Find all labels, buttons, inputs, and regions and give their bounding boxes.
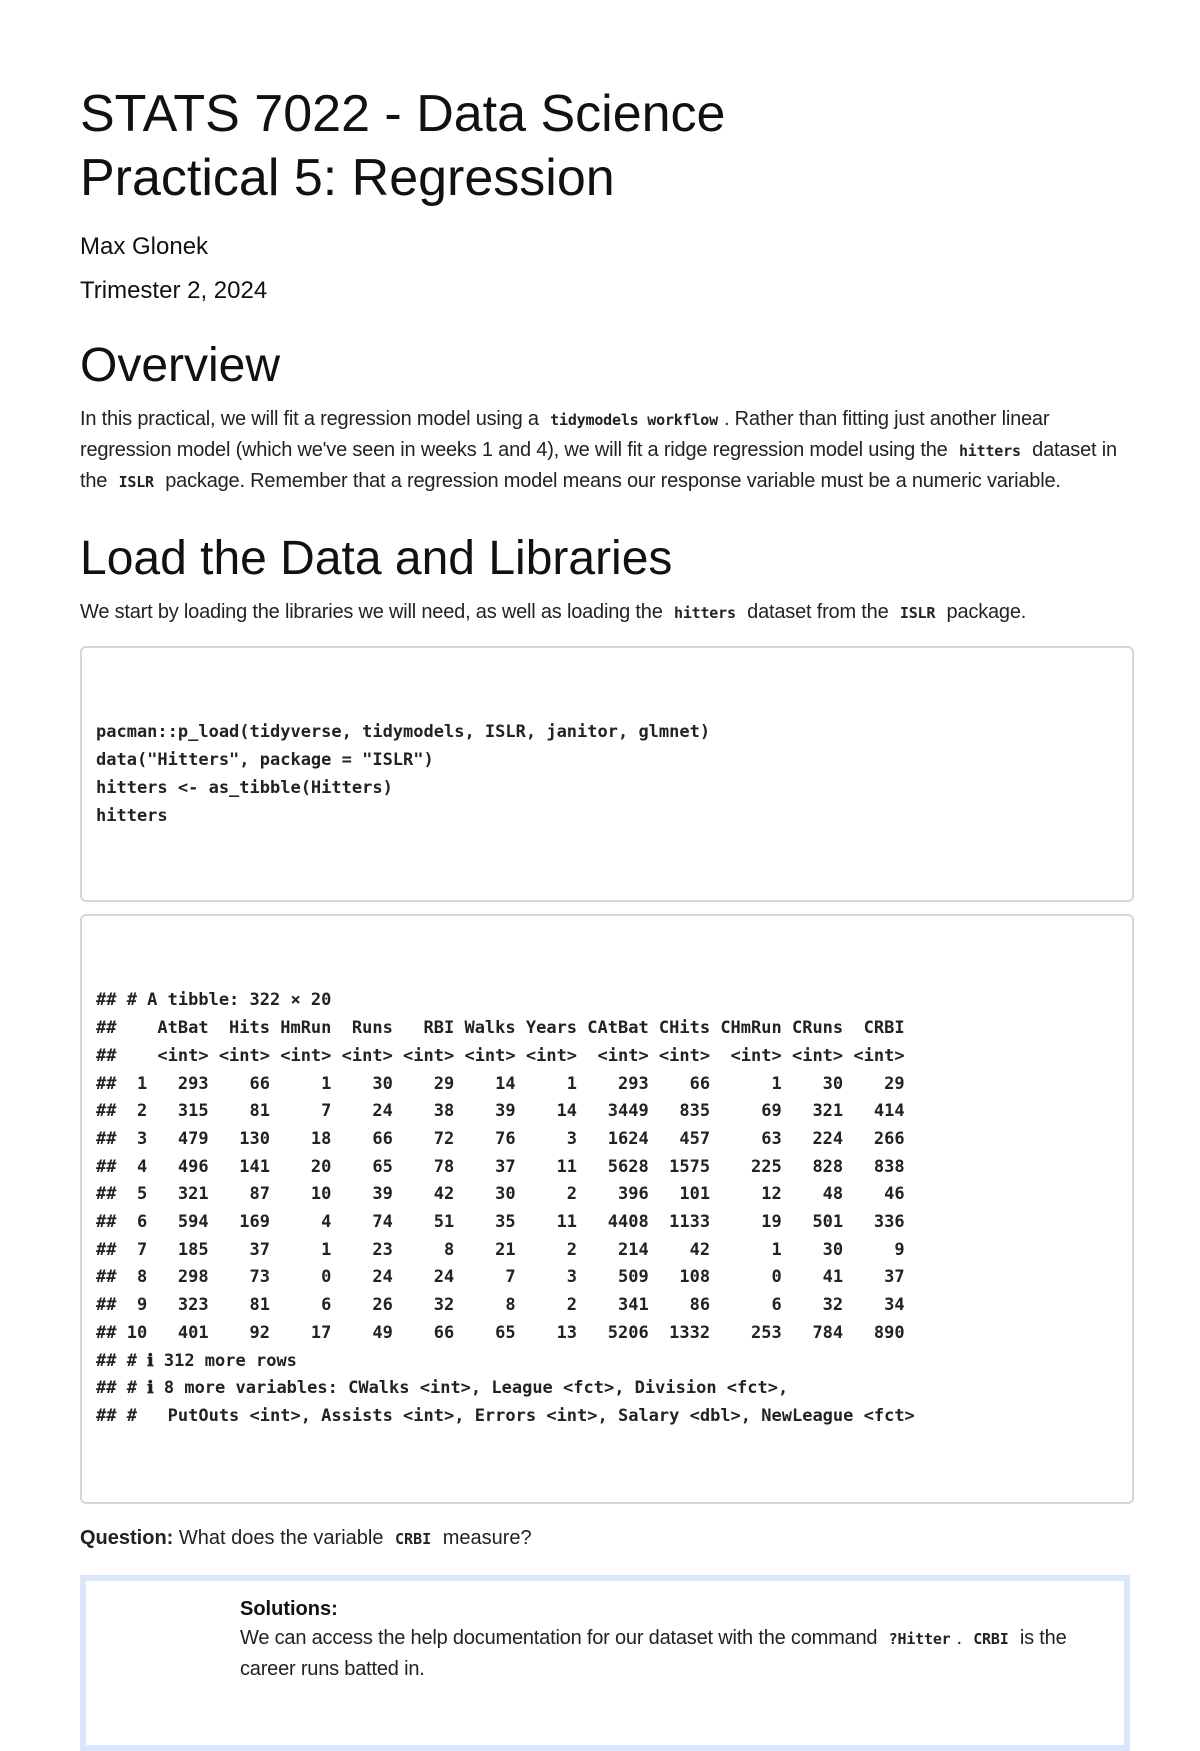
r-code-block[interactable] (80, 646, 1134, 902)
overview-text-4: package. Remember that a regression model means our response variable must be a numeric variable. (165, 470, 1061, 492)
inline-code-crbi: CRBI (395, 1530, 432, 1549)
code-line: pacman::p_load(tidyverse, tidymodels, ISLR, janitor, glmnet) (96, 722, 711, 742)
inline-code-islr: ISLR (118, 473, 154, 491)
r-output-block[interactable] (80, 914, 1134, 1504)
solution-content (240, 1595, 1104, 1684)
load-text-1: We start by loading the libraries we will need, as well as loading the (80, 601, 663, 623)
output-line: ## <int> <int> <int> <int> <int> <int> <int> <int> <int> <int> <int> <int> (96, 1045, 905, 1066)
title-line-2: Practical 5: Regression (80, 149, 615, 207)
output-line: ## 7 185 37 1 23 8 21 2 214 42 1 30 9 (96, 1239, 905, 1260)
question-text-2: measure? (442, 1527, 532, 1550)
overview-text-3: dataset in the (80, 439, 1117, 492)
output-line: ## # ℹ 8 more variables: CWalks <int>, League <fct>, Division <fct>, (96, 1378, 789, 1399)
code-line: hitters <- as_tibble(Hitters) (96, 778, 393, 798)
overview-text-2: . Rather than fitting just another linear regression model (which we've seen in weeks 1 and 4), we will fit a ridge regression model using the (80, 408, 1050, 461)
output-line: ## # PutOuts <int>, Assists <int>, Errors <int>, Salary <dbl>, NewLeague <fct> (96, 1405, 915, 1426)
title-line-1: STATS 7022 - Data Science (80, 85, 726, 143)
solution-text-3: is the career runs batted in. (240, 1627, 1067, 1681)
load-text-3: package. (946, 601, 1027, 623)
load-text-2: dataset from the (747, 601, 889, 623)
inline-code-hitters: hitters (673, 604, 736, 622)
code-line: hitters (96, 806, 168, 826)
solution-text-1: We can access the help documentation for our dataset with the command (240, 1627, 878, 1650)
inline-code-tidymodels-workflow: tidymodels workflow (550, 411, 718, 429)
output-line: ## 3 479 130 18 66 72 76 3 1624 457 63 224 266 (96, 1128, 905, 1149)
overview-paragraph (80, 404, 1130, 497)
output-line: ## 9 323 81 6 26 32 8 2 341 86 6 32 34 (96, 1295, 905, 1316)
inline-code-crbi: CRBI (973, 1630, 1009, 1649)
question (80, 1524, 1130, 1553)
load-heading: Load the Data and Libraries (80, 532, 673, 585)
output-line: ## 8 298 73 0 24 24 7 3 509 108 0 41 37 (96, 1267, 905, 1288)
solution-box (80, 1575, 1130, 1751)
output-line: ## 4 496 141 20 65 78 37 11 5628 1575 225 828 838 (96, 1156, 905, 1177)
output-line: ## # ℹ 312 more rows (96, 1350, 297, 1371)
load-paragraph (80, 597, 1130, 628)
document-title (80, 82, 1130, 210)
document-page (80, 0, 1130, 1751)
output-line: ## AtBat Hits HmRun Runs RBI Walks Years CAtBat CHits CHmRun CRuns CRBI (96, 1018, 905, 1039)
inline-code-hitter-help: ?Hitter (888, 1630, 951, 1649)
output-line: ## 5 321 87 10 39 42 30 2 396 101 12 48 46 (96, 1184, 905, 1205)
inline-code-hitters: hitters (958, 442, 1021, 460)
solution-text-2: . (956, 1627, 962, 1650)
overview-heading: Overview (80, 339, 281, 392)
output-line: ## 1 293 66 1 30 29 14 1 293 66 1 30 29 (96, 1073, 905, 1094)
solution-text (240, 1623, 1104, 1684)
output-line: ## # A tibble: 322 × 20 (96, 990, 332, 1011)
inline-code-islr: ISLR (899, 604, 936, 622)
solution-title: Solutions: (240, 1598, 338, 1621)
date: Trimester 2, 2024 (80, 277, 268, 304)
output-line: ## 6 594 169 4 74 51 35 11 4408 1133 19 501 336 (96, 1212, 905, 1233)
question-label: Question: (80, 1527, 174, 1550)
author: Max Glonek (80, 233, 209, 260)
code-line: data("Hitters", package = "ISLR") (96, 750, 434, 770)
output-line: ## 10 401 92 17 49 66 65 13 5206 1332 253 784 890 (96, 1322, 905, 1343)
overview-text-1: In this practical, we will fit a regression model using a (80, 408, 539, 430)
output-line: ## 2 315 81 7 24 38 39 14 3449 835 69 321 414 (96, 1101, 905, 1122)
question-text-1: What does the variable (178, 1527, 384, 1550)
